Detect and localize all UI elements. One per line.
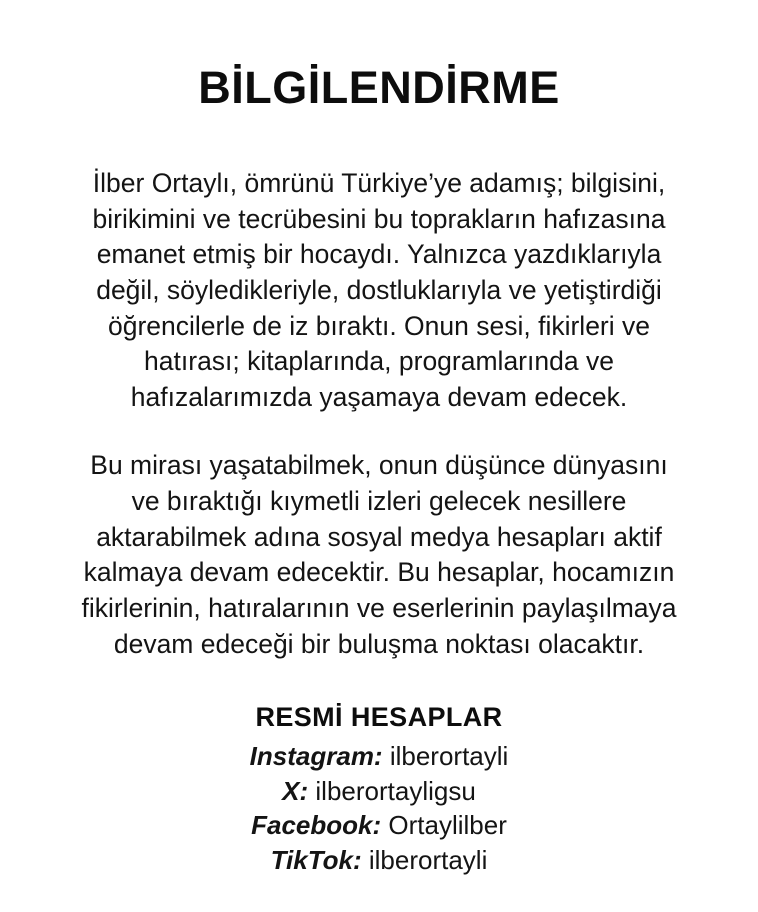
account-handle-facebook: Ortaylilber <box>388 810 507 841</box>
account-platform-instagram: Instagram: <box>249 741 383 772</box>
paragraph-legacy: Bu mirası yaşatabilmek, onun düşünce dünyasını ve bıraktığı kıymetli izleri gelecek nesillere aktarabilmek adına sosyal medya hesapları aktif kalmaya devam edecektir. Bu hesaplar, hocamızın fikirlerinin, hatıralarının ve eserlerinin paylaşılmaya devam edeceği bir buluşma noktası olacaktır. <box>81 450 677 659</box>
list-item <box>251 808 507 843</box>
account-platform-facebook: Facebook: <box>251 810 382 841</box>
accounts-heading: RESMİ HESAPLAR <box>255 702 503 733</box>
account-handle-instagram: ilberortayli <box>389 741 509 772</box>
paragraph-intro: İlber Ortaylı, ömrünü Türkiye’ye adamış; bilgisini, birikimini ve tecrübesini bu toprakların hafızasına emanet etmiş bir hocaydı. Yalnızca yazdıklarıyla değil, söyledikleriyle, dostluklarıyla ve yetiştirdiği öğrencilerle de iz bıraktı. Onun sesi, fikirleri ve hatırası; kitaplarında, programlarında ve hafızalarımızda yaşamaya devam edecek. <box>92 168 666 412</box>
list-item <box>250 739 509 774</box>
list-item <box>271 843 488 878</box>
official-accounts-section <box>250 702 509 877</box>
account-handle-tiktok: ilberortayli <box>368 845 488 876</box>
account-platform-x: X: <box>282 775 309 806</box>
list-item <box>282 774 476 809</box>
account-handle-x: ilberortayligsu <box>315 775 476 806</box>
account-platform-tiktok: TikTok: <box>270 845 362 876</box>
page-title: BİLGİLENDİRME <box>198 62 560 113</box>
